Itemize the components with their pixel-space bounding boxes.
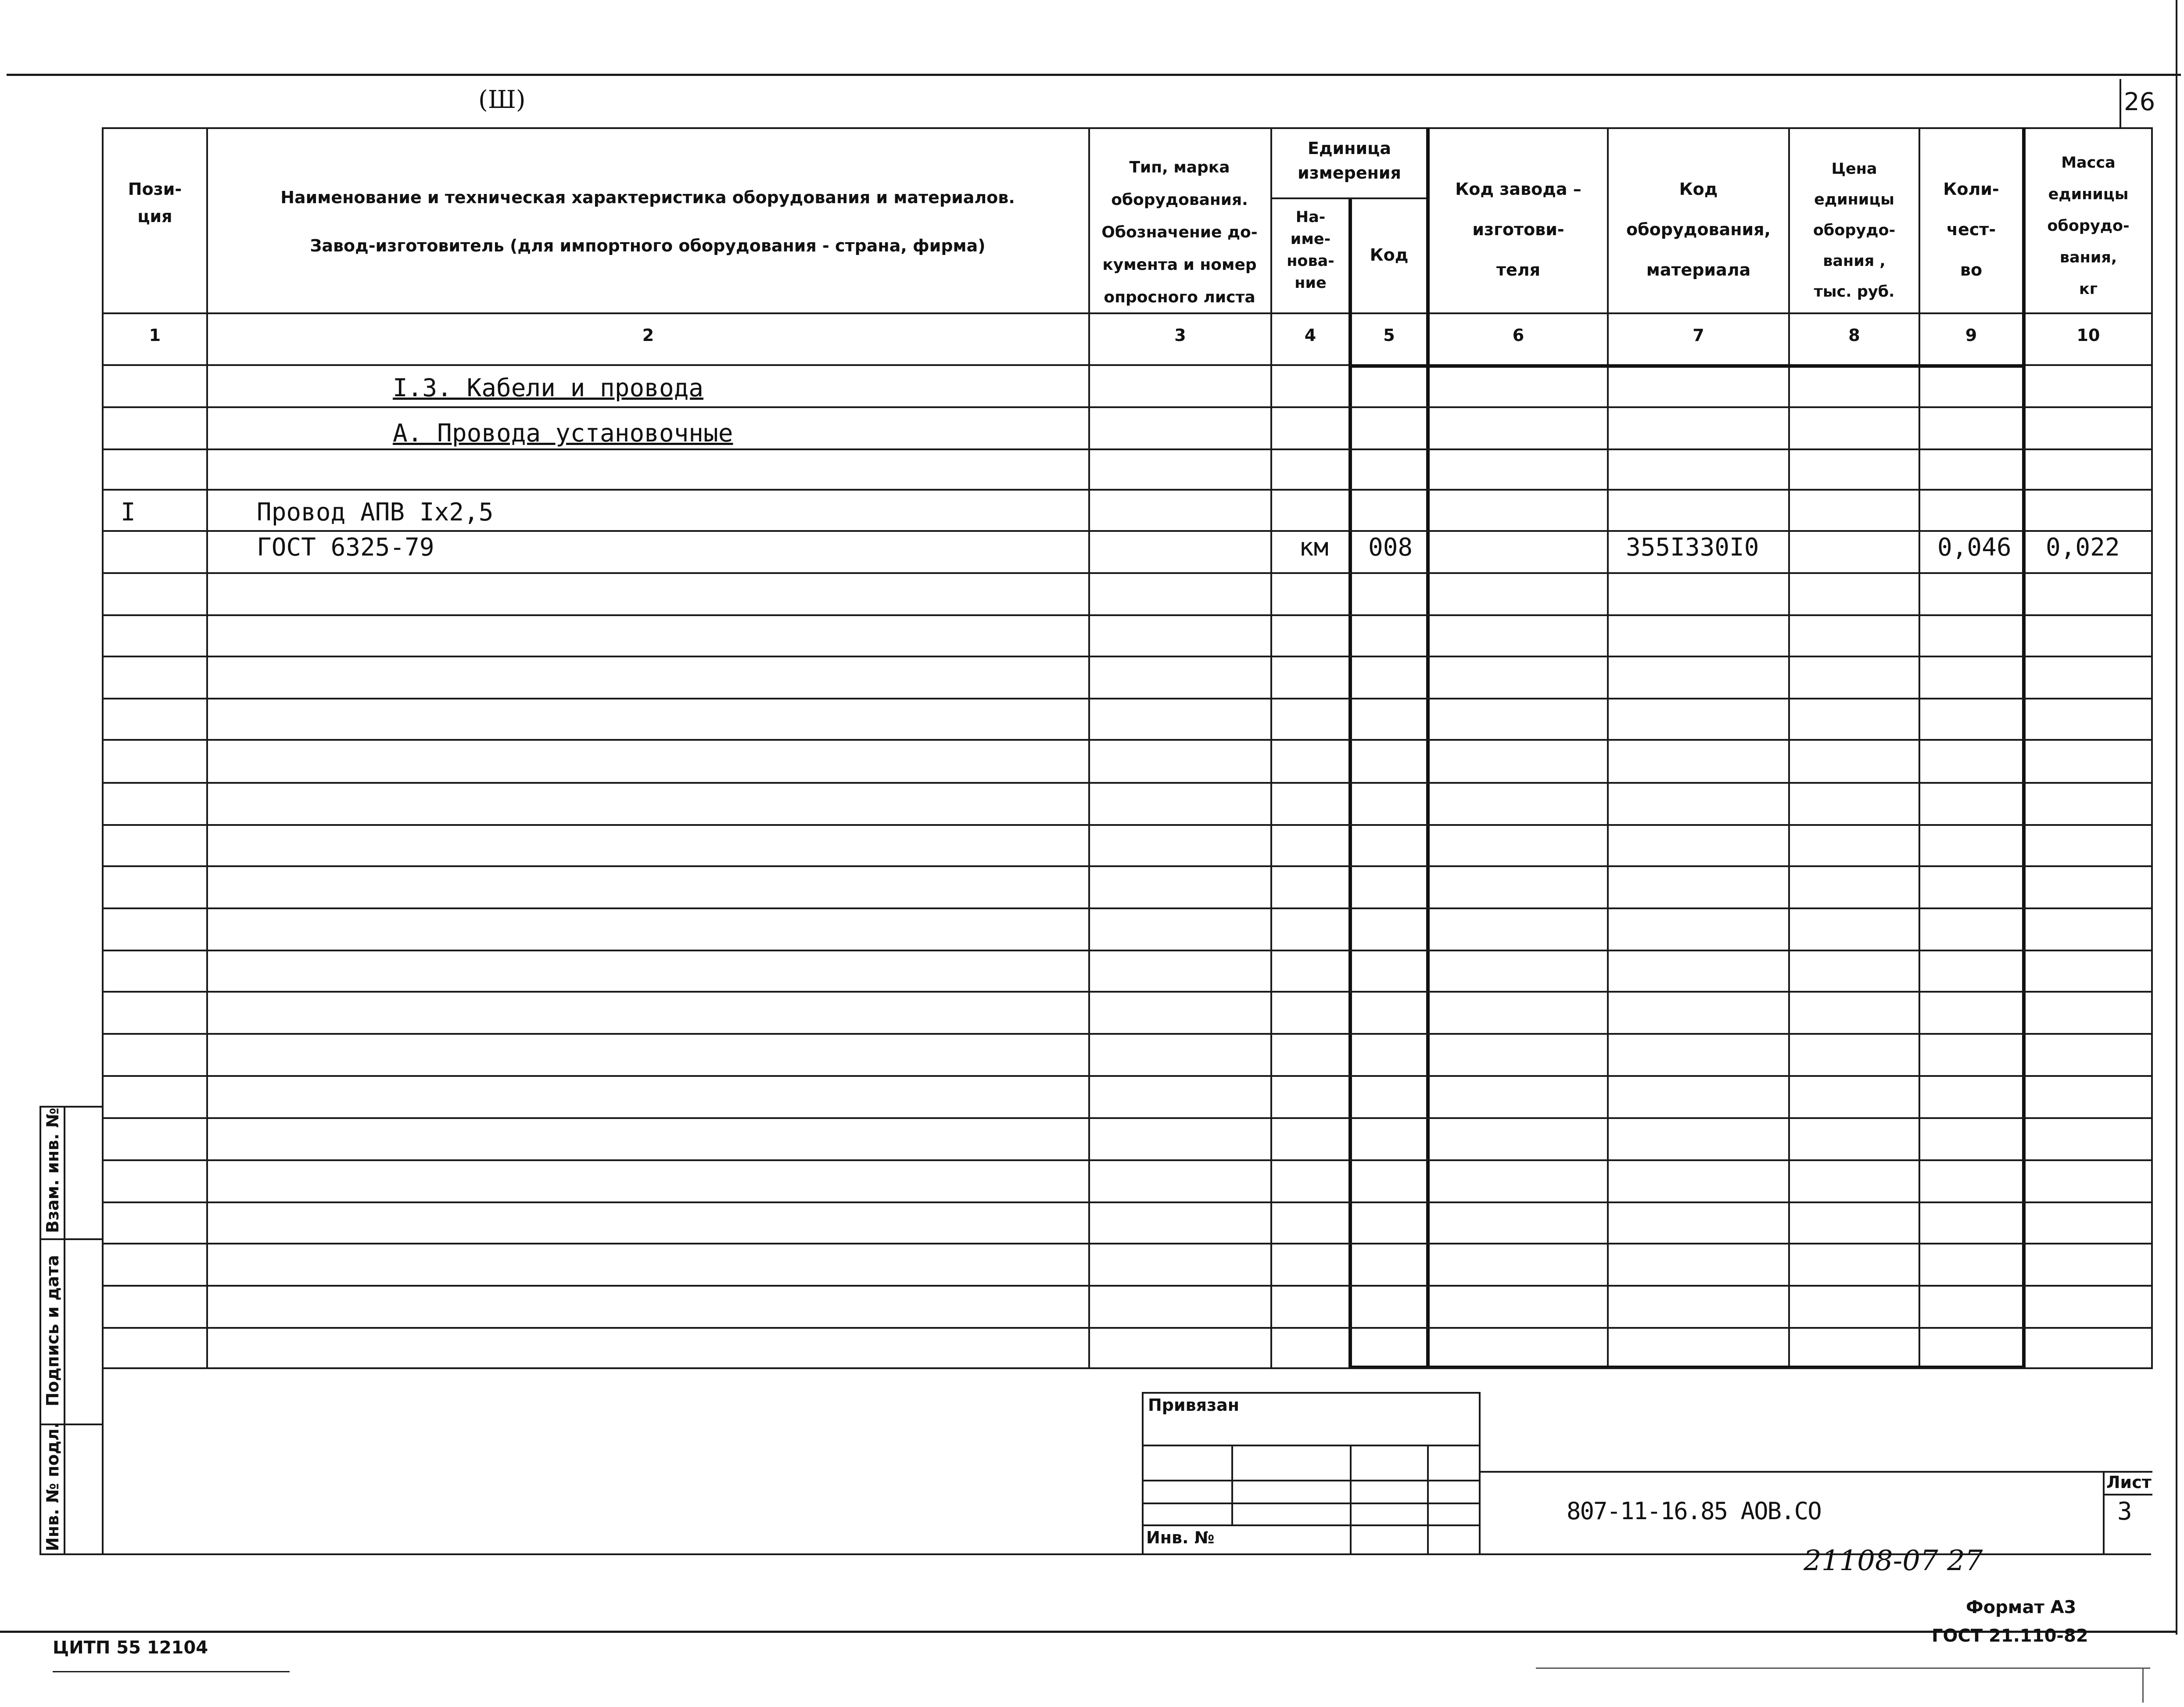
- right-border-line: [2176, 0, 2177, 1635]
- col-sep-1: [206, 127, 208, 1369]
- titleblock-left: [1142, 1392, 1144, 1555]
- col-sep-9: [2022, 127, 2026, 1369]
- handwritten-number: 21108-07 27: [1804, 1545, 1983, 1577]
- list-label: Лист: [2106, 1473, 2152, 1492]
- row-line: [102, 739, 2151, 741]
- col-sep-2: [1088, 127, 1090, 1369]
- colnum-9: 9: [1965, 326, 1977, 345]
- side-stamp-sep-1: [39, 1238, 104, 1240]
- row-line: [102, 406, 2151, 408]
- top-border-line: [7, 74, 2181, 76]
- col-sep-3: [1270, 127, 1272, 1369]
- bottom-border-line: [0, 1631, 2177, 1633]
- side-stamp-bottom: [39, 1553, 104, 1555]
- unit-group-divider: [1270, 197, 1426, 199]
- col-sep-6: [1607, 127, 1609, 1369]
- side-stamp-inv-podl: Инв. № подл.: [43, 1422, 62, 1551]
- row-line: [102, 782, 2151, 784]
- side-stamp-podpis: Подпись и дата: [43, 1255, 62, 1406]
- item-mass: 0,022: [2046, 533, 2120, 562]
- row-line: [102, 656, 2151, 657]
- row-line: [102, 824, 2151, 826]
- row-line: [102, 865, 2151, 867]
- row-line: [102, 950, 2151, 951]
- header-col2: Наименование и техническая характеристика оборудования и материалов. Завод-изготовитель (для импортного оборудования - страна, фирма): [280, 188, 1015, 255]
- row-line: [102, 614, 2151, 616]
- item-name-line2: ГОСТ 6325-79: [257, 533, 434, 562]
- format-label: Формат А3: [1966, 1597, 2076, 1617]
- header-col6: Код завода – изготови- теля: [1455, 179, 1582, 280]
- row-line: [102, 1327, 2151, 1329]
- document-code: 807-11-16.85 АОВ.СО: [1567, 1497, 1821, 1525]
- col-sep-8: [1919, 127, 1920, 1369]
- bottom-right-scan-edge: [2142, 1668, 2144, 1703]
- row-line: [102, 1075, 2151, 1077]
- bottom-right-scan-line: [1536, 1668, 2150, 1669]
- page-number-box-left: [2119, 79, 2121, 127]
- titleblock-row-4: [1142, 1524, 1480, 1526]
- titleblock-top: [1142, 1392, 1480, 1394]
- row-line: [102, 1159, 2151, 1161]
- table-right-border: [2151, 127, 2153, 1369]
- row-line: [102, 489, 2151, 491]
- col-sep-7: [1788, 127, 1790, 1369]
- header-col5: Код: [1370, 245, 1409, 265]
- row-line: [102, 698, 2151, 699]
- colnum-2: 2: [642, 326, 654, 345]
- header-col7: Код оборудования, материала: [1626, 179, 1771, 280]
- row-line: [102, 1201, 2151, 1203]
- header-col4: На- име- нова- ние: [1287, 208, 1334, 292]
- titleblock-row-3: [1142, 1503, 1480, 1504]
- header-col9: Коли- чест- во: [1943, 179, 1999, 280]
- list-number: 3: [2117, 1497, 2132, 1526]
- titleblock-col-2: [1350, 1445, 1352, 1555]
- colnum-4: 4: [1304, 326, 1316, 345]
- row-line: [102, 1285, 2151, 1287]
- colnum-10: 10: [2076, 326, 2100, 345]
- item-position: I: [121, 498, 136, 527]
- item-name-line1: Провод АПВ Iх2,5: [257, 498, 494, 527]
- row-line: [102, 991, 2151, 993]
- header-col1: Пози- ция: [128, 179, 182, 226]
- table-top-line: [102, 127, 2151, 129]
- list-box-left: [2103, 1471, 2105, 1555]
- section-marker: (Ш): [478, 86, 526, 114]
- header-unit-group: Единица измерения: [1298, 139, 1401, 183]
- header-col8: Цена единицы оборудо- вания , тыс. руб.: [1813, 160, 1896, 301]
- subsection-title: А. Провода установочные: [393, 419, 733, 448]
- colnum-8: 8: [1848, 326, 1860, 345]
- titleblock-col-1: [1231, 1445, 1233, 1524]
- item-unit-name: км: [1299, 533, 1329, 562]
- side-stamp-left-border: [39, 1106, 41, 1555]
- titleblock-col-3: [1427, 1445, 1429, 1555]
- col-sep-5: [1426, 127, 1430, 1369]
- header-col10: Масса единицы оборудо- вания, кг: [2047, 154, 2130, 298]
- titleblock-right-inner: [1479, 1392, 1481, 1555]
- section-title: I.3. Кабели и провода: [393, 374, 704, 402]
- row-line: [102, 530, 2151, 532]
- item-unit-code: 008: [1368, 533, 1413, 562]
- page-number: 26: [2124, 88, 2155, 116]
- citp-label: ЦИТП 55 12104: [53, 1638, 208, 1658]
- row-line: [102, 1117, 2151, 1119]
- colnum-3: 3: [1174, 326, 1186, 345]
- header-col3: Тип, марка оборудования. Обозначение до- кумента и номер опросного листа: [1101, 158, 1258, 306]
- row-line: [102, 1243, 2151, 1244]
- colnum-5: 5: [1383, 326, 1395, 345]
- gost-label: ГОСТ 21.110-82: [1932, 1626, 2088, 1646]
- row-line: [102, 572, 2151, 574]
- body-thick-top: [1348, 364, 2026, 368]
- list-box-divider: [2103, 1494, 2152, 1495]
- colnum-1: 1: [149, 326, 161, 345]
- titleblock-row-1: [1142, 1445, 1480, 1446]
- colnum-7: 7: [1693, 326, 1704, 345]
- side-stamp-vzam: Взам. инв. №: [43, 1108, 62, 1233]
- row-line: [102, 448, 2151, 450]
- body-bottom-line: [102, 1367, 2151, 1369]
- citp-underline: [53, 1671, 290, 1672]
- row-line: [102, 1033, 2151, 1035]
- colnum-6: 6: [1512, 326, 1524, 345]
- titleblock-privyazan: Привязан: [1148, 1395, 1240, 1415]
- titleblock-row-2: [1142, 1480, 1480, 1481]
- item-material-code: 355I330I0: [1626, 533, 1759, 562]
- item-quantity: 0,046: [1937, 533, 2012, 562]
- doc-code-row-top: [1479, 1471, 2152, 1473]
- side-stamp-mid-border: [64, 1106, 65, 1555]
- titleblock-inv-no: Инв. №: [1146, 1528, 1215, 1547]
- row-line: [102, 907, 2151, 909]
